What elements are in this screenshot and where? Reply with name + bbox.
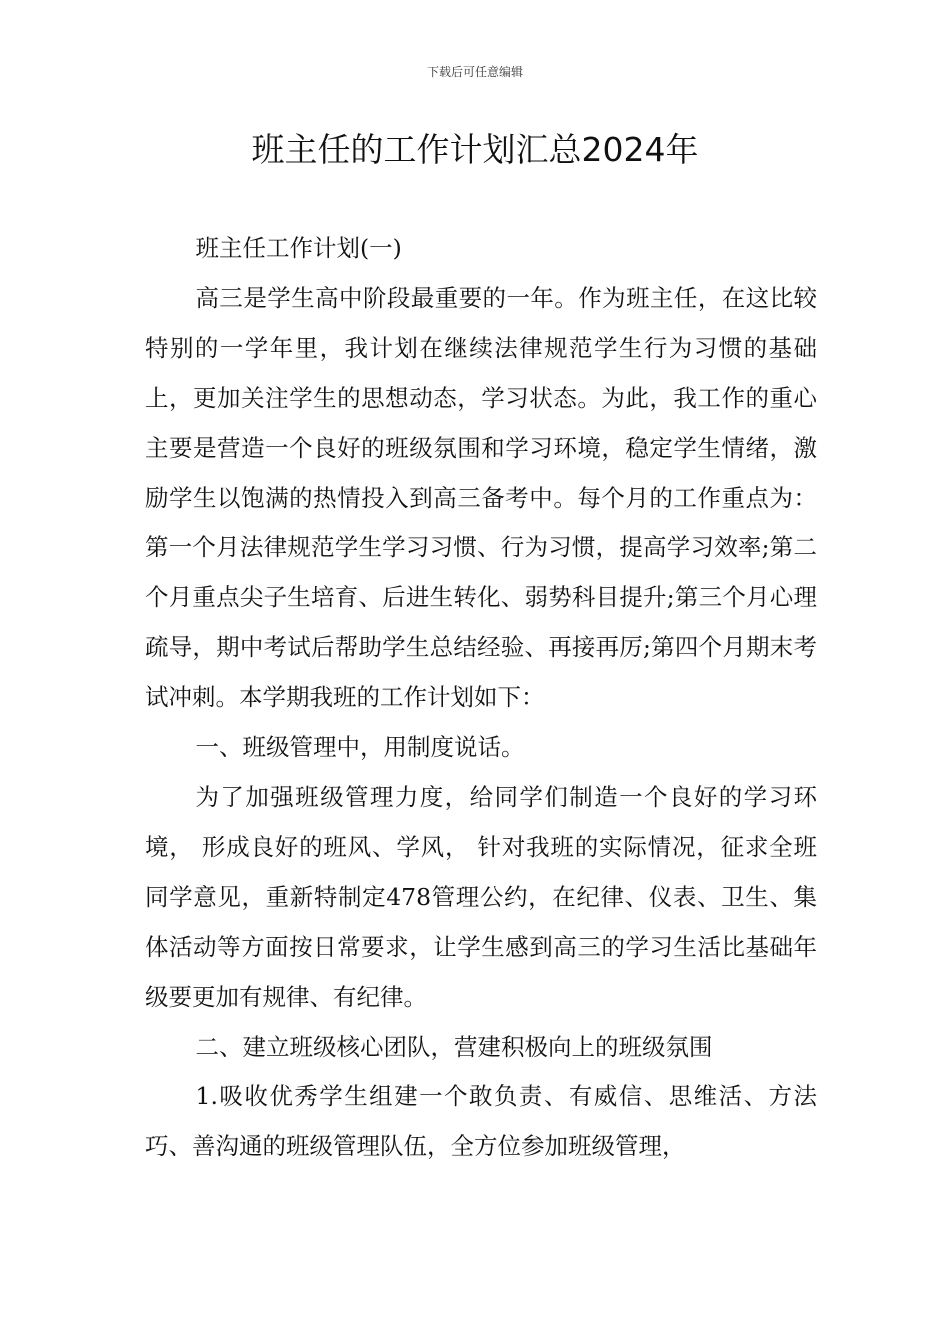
page-header-note: 下载后可任意编辑: [426, 65, 523, 79]
document-body: [145, 224, 817, 1172]
class-management-paragraph: 为了加强班级管理力度，给同学们制造一个良好的学习环境， 形成良好的班风、学风， 针对我班的实际情况，征求全班同学意见，重新特制定478管理公约，在纪律、仪表、卫生、集体活动等方面按日常要求，让学生感到高三的学习生活比基础年级要更加有规律、有纪律。: [145, 782, 817, 1011]
core-team-item-1: 1.吸收优秀学生组建一个敢负责、有威信、思维活、方法巧、善沟通的班级管理队伍，全方位参加班级管理，: [145, 1082, 817, 1161]
document-title: 班主任的工作计划汇总2024年: [251, 130, 699, 169]
section-heading-class-management: 一、班级管理中，用制度说话。: [195, 733, 525, 762]
intro-paragraph: 高三是学生高中阶段最重要的一年。作为班主任，在这比较特别的一学年里，我计划在继续法律规范学生行为习惯的基础上，更加关注学生的思想动态，学习状态。为此，我工作的重心主要是营造一个良好的班级氛围和学习环境，稳定学生情绪，激励学生以饱满的热情投入到高三备考中。每个月的工作重点为：第一个月法律规范学生学习习惯、行为习惯，提高学习效率;第二个月重点尖子生培育、后进生转化、弱势科目提升;第三个月心理疏导，期中考试后帮助学生总结经验、再接再厉;第四个月期末考试冲刺。本学期我班的工作计划如下：: [145, 283, 817, 712]
section-heading-plan-one: 班主任工作计划(一): [195, 234, 402, 262]
section-heading-core-team: 二、建立班级核心团队，营建积极向上的班级氛围: [195, 1032, 713, 1061]
